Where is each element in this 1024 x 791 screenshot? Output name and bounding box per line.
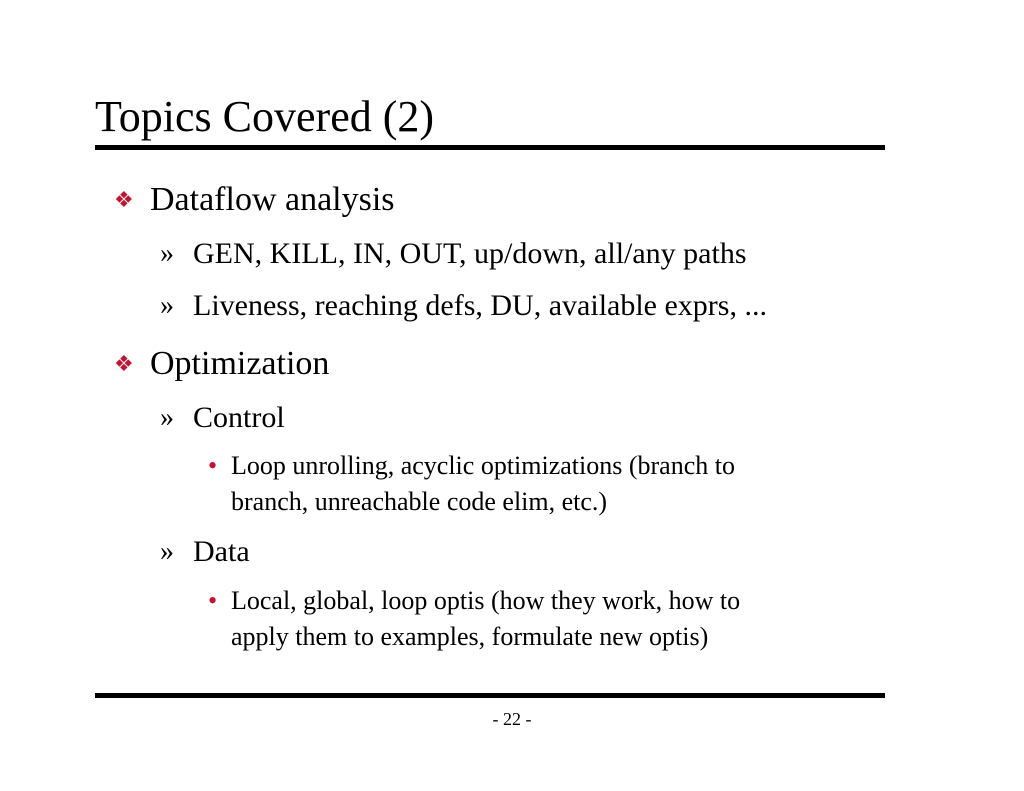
list-item: Liveness, reaching defs, DU, available exprs, ... — [193, 289, 767, 322]
title-rule — [95, 145, 885, 150]
section-heading-dataflow: Dataflow analysis — [150, 181, 395, 218]
subheading-control: Control — [193, 401, 285, 434]
chevron-bullet-icon: » — [160, 402, 174, 433]
chevron-bullet-icon: » — [160, 238, 174, 269]
diamond-bullet-icon: ❖ — [114, 351, 134, 376]
detail-line: Loop unrolling, acyclic optimizations (branch to — [231, 451, 735, 480]
footer-rule — [95, 693, 885, 698]
detail-line: branch, unreachable code elim, etc.) — [231, 487, 608, 516]
subheading-data: Data — [193, 535, 250, 568]
page-number: - 22 - — [492, 709, 532, 729]
chevron-bullet-icon: » — [160, 290, 174, 321]
list-item: GEN, KILL, IN, OUT, up/down, all/any paths — [193, 237, 747, 270]
chevron-bullet-icon: » — [160, 536, 174, 567]
dot-bullet-icon: • — [208, 451, 218, 480]
diamond-bullet-icon: ❖ — [114, 187, 134, 212]
dot-bullet-icon: • — [208, 586, 218, 615]
section-heading-optimization: Optimization — [150, 345, 330, 382]
detail-line: apply them to examples, formulate new optis) — [231, 622, 709, 651]
detail-line: Local, global, loop optis (how they work, how to — [231, 586, 741, 615]
slide-title: Topics Covered (2) — [95, 92, 435, 141]
